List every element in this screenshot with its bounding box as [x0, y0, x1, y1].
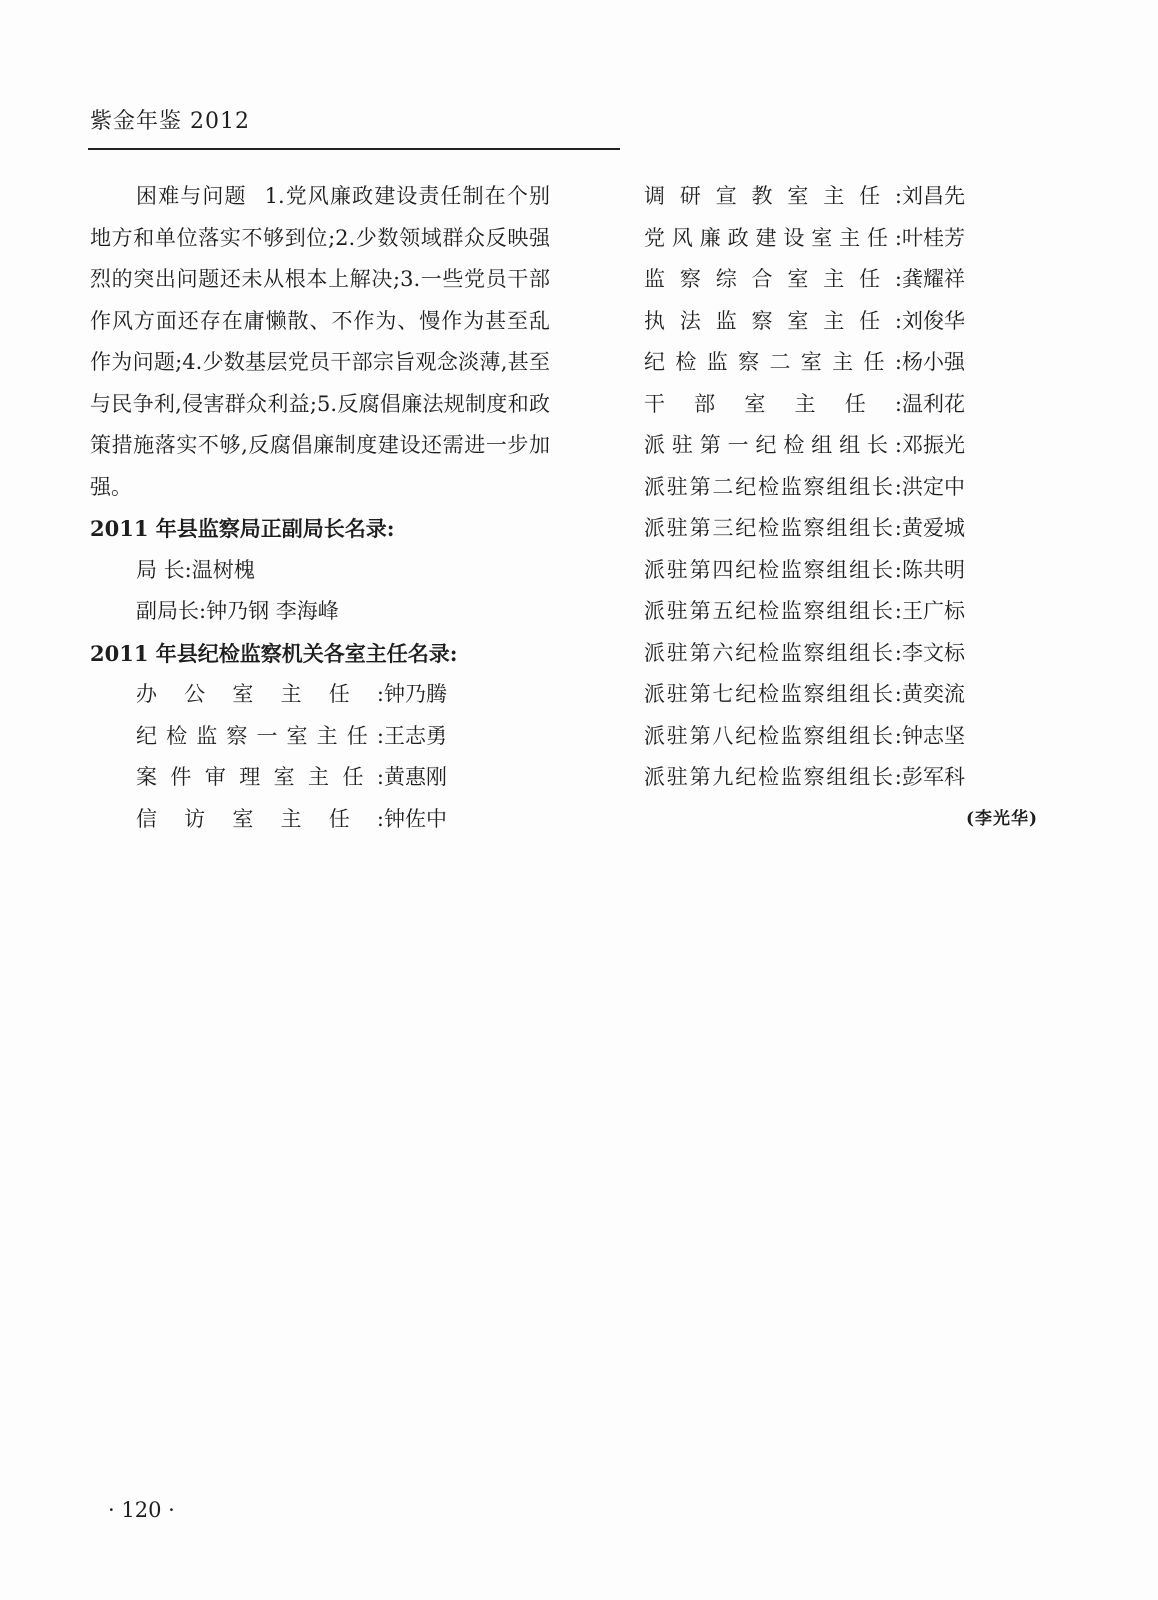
right-column: [644, 176, 984, 799]
entry-name: 钟志坚: [902, 723, 965, 748]
header-rule: [88, 148, 620, 150]
entry-title: 干 部 室 主 任 :: [644, 391, 902, 416]
entry-title: 副局长:: [136, 599, 207, 623]
name-entry: [644, 218, 984, 260]
name-entry: [90, 591, 550, 633]
entry-name: 黄奕流: [902, 682, 965, 706]
entry-title: 党 风 廉 政 建 设 室 主 任 :: [644, 225, 902, 250]
entry-name: 钟佐中: [384, 806, 447, 831]
entry-title: 派 驻 第 五 纪 检 监 察 组 组 长 :: [644, 599, 902, 623]
author-credit: (李光华): [966, 809, 1039, 829]
entry-name: 黄爱城: [902, 516, 965, 540]
entry-title: 纪 检 监 察 一 室 主 任 :: [136, 723, 384, 748]
name-entry: [644, 384, 984, 426]
entry-name: 陈共明: [902, 557, 965, 582]
entry-title: 监 察 综 合 室 主 任 :: [644, 267, 902, 291]
entry-title: 派 驻 第 六 纪 检 监 察 组 组 长 :: [644, 640, 902, 665]
entry-name: 钟乃钢 李海峰: [206, 599, 339, 623]
bureau-list-heading: 2011 年县监察局正副局长名录:: [90, 516, 395, 541]
entry-title: 信 访 室 主 任 :: [136, 806, 384, 831]
entry-name: 刘俊华: [902, 308, 965, 333]
entry-name: 龚耀祥: [902, 267, 965, 291]
name-entry: [90, 674, 550, 716]
entry-name: 王志勇: [384, 723, 447, 748]
name-entry: [644, 674, 984, 716]
entry-name: 刘昌先: [902, 184, 965, 208]
entry-title: 案 件 审 理 室 主 任 :: [136, 765, 384, 789]
entry-title: 派 驻 第 三 纪 检 监 察 组 组 长 :: [644, 516, 902, 540]
entry-title: 派 驻 第 八 纪 检 监 察 组 组 长 :: [644, 723, 902, 748]
entry-name: 王广标: [902, 599, 965, 623]
name-entry: [644, 342, 984, 384]
office-list-heading: 2011 年县纪检监察机关各室主任名录:: [90, 640, 458, 666]
name-entry: [644, 591, 984, 633]
entry-title: 调 研 宣 教 室 主 任 :: [644, 184, 902, 208]
running-header: 紫金年鉴 2012: [90, 109, 250, 134]
entry-name: 彭军科: [902, 765, 965, 789]
entry-name: 杨小强: [902, 350, 965, 374]
name-entry: [644, 301, 984, 343]
paragraph-body: 1.党风廉政建设责任制在个别地方和单位落实不够到位;2.少数领域群众反映强烈的突出问题还未从根本上解决;3.一些党员干部作风方面还存在庸懒散、不作为、慢作为甚至乱作为问题;4.少数基层党员干部宗旨观念淡薄,甚至与民争利,侵害群众利益;5.反腐倡廉法规制度和政策措施落实不够,反腐倡廉制度建设还需进一步加强。: [90, 184, 550, 499]
entry-name: 叶桂芳: [902, 225, 965, 250]
entry-title: 派 驻 第 一 纪 检 组 组 长 :: [644, 433, 902, 457]
problems-paragraph: [90, 176, 550, 508]
name-entry: [90, 799, 550, 841]
page-number: · 120 ·: [108, 1498, 175, 1522]
entry-name: 黄惠刚: [384, 765, 447, 789]
name-entry: [644, 716, 984, 758]
entry-title: 派 驻 第 四 纪 检 监 察 组 组 长 :: [644, 557, 902, 582]
entry-title: 派 驻 第 九 纪 检 监 察 组 组 长 :: [644, 765, 902, 789]
entry-title: 执 法 监 察 室 主 任 :: [644, 308, 902, 333]
entry-name: 温利花: [902, 391, 965, 416]
name-entry: [644, 259, 984, 301]
left-column: [90, 176, 550, 840]
office-list-continued: [644, 176, 984, 799]
entry-name: 钟乃腾: [384, 682, 447, 706]
name-entry: [90, 550, 550, 592]
office-list: [90, 674, 550, 840]
bureau-list: [90, 550, 550, 633]
name-entry: [90, 716, 550, 758]
name-entry: [644, 467, 984, 509]
name-entry: [644, 633, 984, 675]
entry-title: 派 驻 第 二 纪 检 监 察 组 组 长 :: [644, 474, 902, 499]
paragraph-lead: 困难与问题: [136, 184, 247, 208]
entry-name: 邓振光: [902, 433, 965, 457]
name-entry: [644, 508, 984, 550]
entry-title: 派 驻 第 七 纪 检 监 察 组 组 长 :: [644, 682, 902, 706]
entry-name: 洪定中: [902, 474, 965, 499]
entry-title: 局 长:: [136, 557, 192, 582]
entry-name: 温树槐: [191, 557, 255, 582]
name-entry: [644, 176, 984, 218]
name-entry: [644, 425, 984, 467]
name-entry: [644, 757, 984, 799]
entry-title: 办 公 室 主 任 :: [136, 682, 384, 706]
name-entry: [644, 550, 984, 592]
name-entry: [90, 757, 550, 799]
entry-name: 李文标: [902, 640, 965, 665]
entry-title: 纪 检 监 察 二 室 主 任 :: [644, 350, 902, 374]
